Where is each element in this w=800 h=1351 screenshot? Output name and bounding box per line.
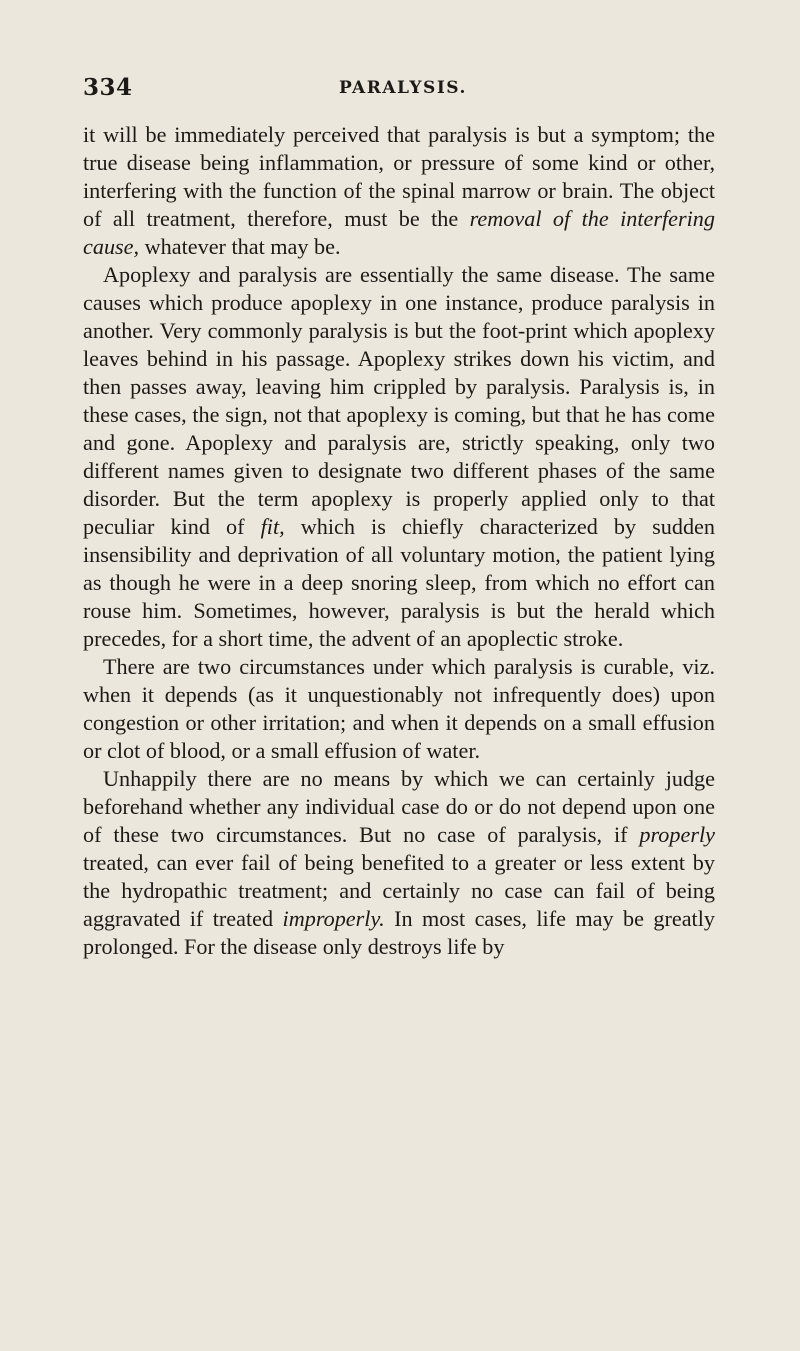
paragraph-4-text: Unhappily there are no means by which we can certainly judge beforehand whether any individual case do or do not depend upon one of these two circumstances. But no case of paralysis, if <box>83 766 715 847</box>
paragraph-2-text-end: which is chiefly characterized by sudden insensibility and deprivation of all voluntary motion, the patient lying as though he were in a deep snoring sleep, from which no effort can rouse him. Sometimes, however, paralysis is but the herald which precedes, for a short time, the advent of an apoplectic stroke. <box>83 514 715 651</box>
paragraph-4-text-end: In most cases, life may be greatly prolonged. For the disease only destroys life by <box>83 906 715 959</box>
paragraph-4 <box>83 765 715 961</box>
paragraph-1 <box>83 121 715 261</box>
paragraph-4-text-mid: treated, can ever fail of being benefited to a greater or less extent by the hydropathic treatment; and certainly no case can fail of being aggravated if treated <box>83 850 715 931</box>
paragraph-2-emphasis: fit, <box>260 514 285 539</box>
body-text <box>83 121 715 961</box>
paragraph-1-emphasis: removal of the interfering cause, <box>83 206 715 259</box>
paragraph-2 <box>83 261 715 653</box>
paragraph-4-emphasis-2: improperly. <box>282 906 385 931</box>
page-number: 334 <box>83 74 133 101</box>
page-header <box>83 74 719 110</box>
paragraph-3 <box>83 653 715 765</box>
paragraph-1-text: it will be immediately perceived that paralysis is but a symptom; the true disease being inflammation, or pressure of some kind or other, interfering with the function of the spinal marrow or brain. The object of all treatment, therefore, must be the <box>83 122 715 231</box>
paragraph-1-text-end: whatever that may be. <box>139 234 341 259</box>
paragraph-4-emphasis: properly <box>639 822 715 847</box>
paragraph-3-text: There are two circumstances under which paralysis is curable, viz. when it depends (as it unquestionably not infrequently does) upon congestion or other irritation; and when it depends on a small effusion or clot of blood, or a small effusion of water. <box>83 654 715 763</box>
running-head: PARALYSIS. <box>339 78 467 98</box>
paragraph-2-text: Apoplexy and paralysis are essentially the same disease. The same causes which produce apoplexy in one instance, produce paralysis in another. Very commonly paralysis is but the foot-print which apoplexy leaves behind in his passage. Apoplexy strikes down his victim, and then passes away, leaving him crippled by paralysis. Paralysis is, in these cases, the sign, not that apoplexy is coming, but that he has come and gone. Apoplexy and paralysis are, strictly speaking, only two different names given to designate two different phases of the same disorder. But the term apoplexy is properly applied only to that peculiar kind of <box>83 262 715 539</box>
